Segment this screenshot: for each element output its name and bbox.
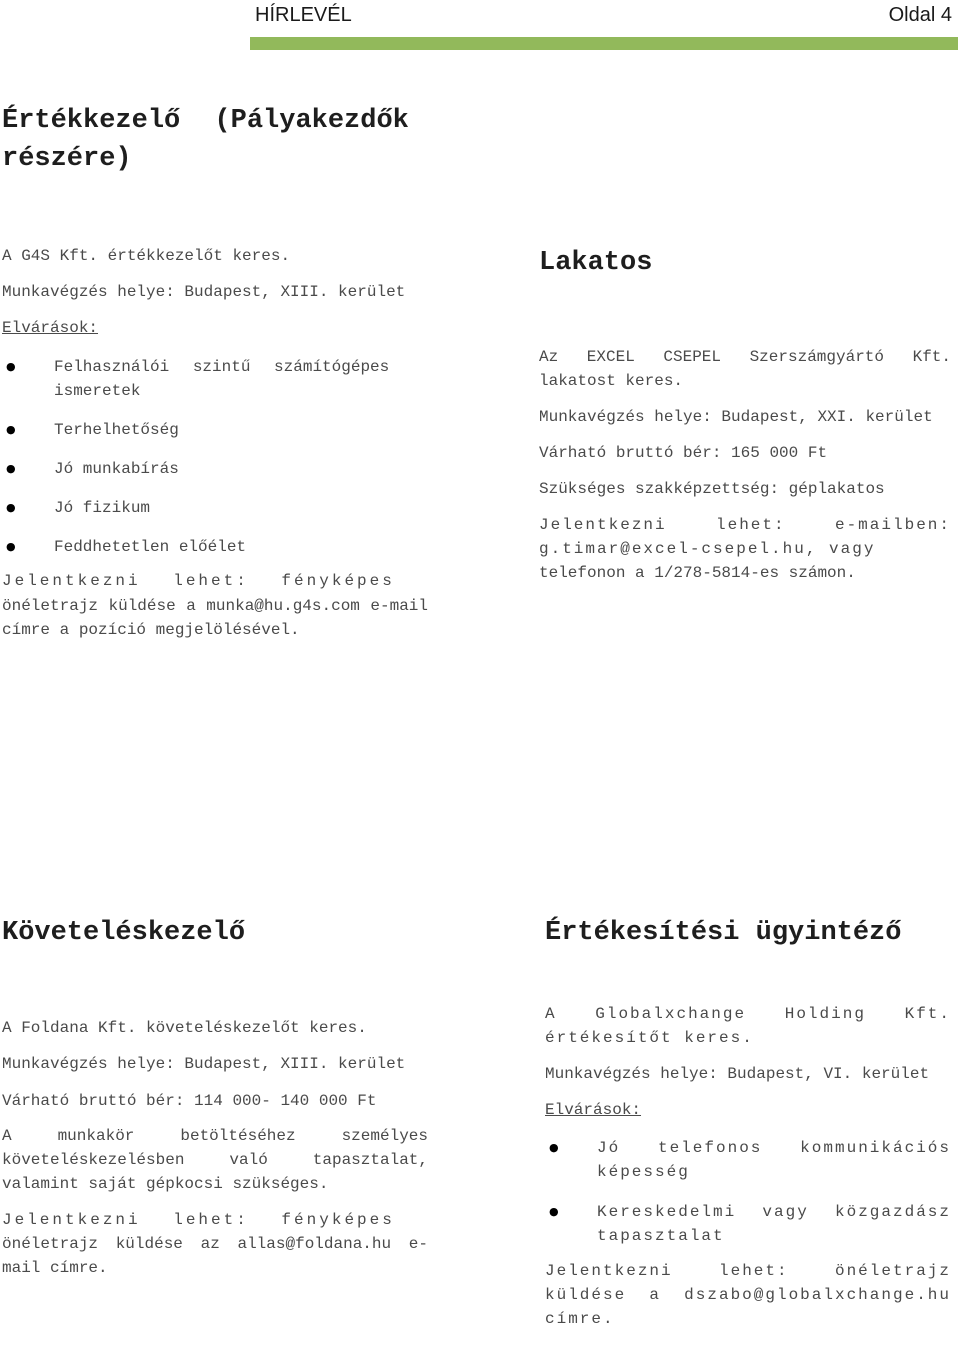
job-location: Munkavégzés helye: Budapest, VI. kerület bbox=[545, 1065, 930, 1083]
job-title: Követeléskezelő bbox=[2, 918, 246, 948]
job-qualification: Szükséges szakképzettség: géplakatos bbox=[539, 480, 885, 498]
apply-text: Jelentkezni lehet: önéletrajz küldése a dszabo@globalxchange.hu címre. bbox=[545, 1262, 951, 1328]
apply-heading: Jelentkezni lehet: fényképes bbox=[2, 572, 395, 590]
requirements-heading: Elvárások: bbox=[545, 1101, 642, 1119]
job-intro: A Foldana Kft. követeléskezelőt keres. bbox=[2, 1019, 367, 1037]
list-item: ● Jó munkabírás bbox=[2, 457, 428, 481]
job-kovetelesk bbox=[2, 914, 428, 1280]
job-location: Munkavégzés helye: Budapest, XIII. kerület bbox=[2, 1055, 406, 1073]
page-header bbox=[0, 0, 960, 52]
header-accent-bar bbox=[250, 37, 958, 50]
job-intro: A G4S Kft. értékkezelőt keres. bbox=[2, 247, 291, 265]
list-item: ● Feddhetetlen előélet bbox=[2, 535, 428, 559]
apply-text: önéletrajz küldése a munka@hu.g4s.com e-mail címre a pozíció megjelölésével. bbox=[2, 597, 428, 639]
requirements-heading: Elvárások: bbox=[2, 319, 99, 337]
job-lakatos bbox=[539, 244, 951, 585]
apply-text: önéletrajz küldése az allas@foldana.hu e-mail címre. bbox=[2, 1235, 428, 1277]
job-location: Munkavégzés helye: Budapest, XIII. kerület bbox=[2, 283, 406, 301]
requirements-list bbox=[545, 1136, 951, 1248]
job-intro: A Globalxchange Holding Kft. értékesítőt keres. bbox=[545, 1005, 951, 1047]
apply-heading: Jelentkezni lehet: e-mailben: g.timar@excel-csepel.hu, vagy bbox=[539, 516, 951, 558]
page-number: Oldal 4 bbox=[888, 4, 952, 26]
list-item: ● Felhasználói szintű számítógépes ismeretek bbox=[2, 355, 428, 403]
apply-text: telefonon a 1/278-5814-es számon. bbox=[539, 564, 856, 582]
list-item: ● Terhelhetőség bbox=[2, 418, 428, 442]
job-title: Értékesítési ügyintéző bbox=[545, 918, 902, 948]
newsletter-label: HÍRLEVÉL bbox=[255, 4, 352, 26]
job-title: Lakatos bbox=[539, 248, 653, 278]
job-ertekesitesi bbox=[545, 914, 951, 1331]
list-item: ● Jó fizikum bbox=[2, 496, 428, 520]
apply-heading: Jelentkezni lehet: fényképes bbox=[2, 1211, 395, 1229]
requirements-list bbox=[2, 355, 428, 559]
job-intro: Az EXCEL CSEPEL Szerszámgyártó Kft. lakatost keres. bbox=[539, 348, 951, 390]
job-requirement: A munkakör betöltéséhez személyes követeléskezelésben való tapasztalat, valamint saját gépkocsi szükséges. bbox=[2, 1127, 428, 1193]
job-title: Értékkezelő (Pályakezdők részére) bbox=[2, 106, 409, 174]
list-item: ● Kereskedelmi vagy közgazdász tapasztalat bbox=[545, 1200, 951, 1248]
job-location: Munkavégzés helye: Budapest, XXI. kerület bbox=[539, 408, 933, 426]
job-salary: Várható bruttó bér: 165 000 Ft bbox=[539, 444, 828, 462]
job-ertekkezelo bbox=[2, 102, 428, 642]
job-salary: Várható bruttó bér: 114 000- 140 000 Ft bbox=[2, 1092, 377, 1110]
list-item: ● Jó telefonos kommunikációs képesség bbox=[545, 1136, 951, 1184]
